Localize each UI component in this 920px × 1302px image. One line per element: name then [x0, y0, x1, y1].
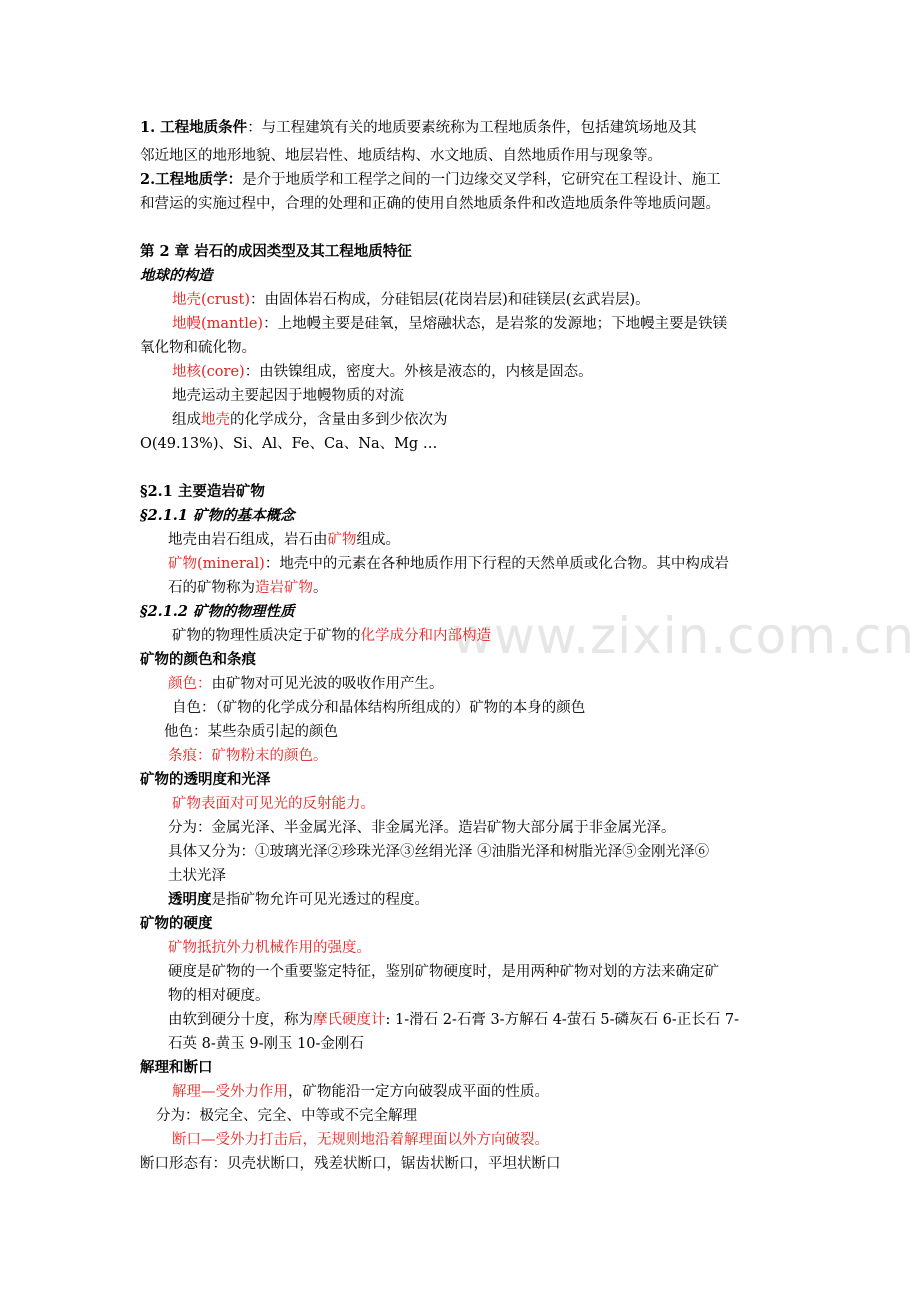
- body-text: 。: [313, 580, 328, 596]
- text-line: [168, 842, 709, 862]
- body-text: ：地壳中的元素在各种地质作用下行程的天然单质或化合物。其中构成岩: [264, 556, 729, 572]
- highlighted-term: 地壳: [201, 412, 230, 428]
- text-line: [168, 578, 328, 598]
- text-line: [140, 1154, 561, 1174]
- text-line: [140, 266, 213, 286]
- text-line: [168, 554, 729, 574]
- text-line: [140, 914, 213, 934]
- body-text: 是指矿物允许可见光透过的程度。: [211, 892, 429, 908]
- heading-text: 矿物的硬度: [140, 915, 213, 932]
- body-text: 他色：某些杂质引起的颜色: [164, 724, 338, 740]
- text-line: [140, 602, 295, 622]
- body-text: 的化学成分，含量由多到少依次为: [230, 412, 448, 428]
- body-text: 地壳运动主要起因于地幔物质的对流: [172, 388, 404, 404]
- body-text: 分为：极完全、完全、中等或不完全解理: [156, 1108, 417, 1124]
- watermark: www.zixin.com.cn: [452, 607, 916, 665]
- highlighted-term: 地壳(crust): [172, 292, 250, 308]
- heading-text: 透明度: [168, 891, 212, 908]
- heading-text: 2.工程地质学：: [140, 171, 243, 188]
- body-text: 石英 8-黄玉 9-刚玉 10-金刚石: [168, 1036, 364, 1052]
- text-line: [172, 362, 593, 382]
- text-line: [140, 170, 721, 190]
- text-line: [156, 1106, 417, 1126]
- body-text: ：由铁镍组成，密度大。外核是液态的，内核是固态。: [244, 364, 593, 380]
- highlighted-term: 颜色：: [168, 676, 212, 692]
- body-text: : 1-滑石 2-石膏 3-方解石 4-萤石 5-磷灰石 6-正长石 7-: [385, 1012, 740, 1028]
- text-line: [140, 194, 720, 214]
- heading-text: 矿物的颜色和条痕: [140, 651, 256, 668]
- text-line: [172, 794, 375, 814]
- text-line: [172, 290, 650, 310]
- highlighted-term: 断口—受外力打击后，无规则地沿着解理面以外方向破裂。: [172, 1132, 549, 1148]
- body-text: ，矿物能沿一定方向破裂成平面的性质。: [288, 1084, 549, 1100]
- body-text: 断口形态有：贝壳状断口，残差状断口，锯齿状断口，平坦状断口: [140, 1156, 561, 1172]
- body-text: 组成。: [356, 532, 400, 548]
- text-line: [140, 434, 437, 454]
- highlighted-term: 矿物: [327, 532, 357, 548]
- text-line: [172, 1130, 549, 1150]
- text-line: [168, 530, 400, 550]
- body-text: 分为：金属光泽、半金属光泽、非金属光泽。造岩矿物大部分属于非金属光泽。: [168, 820, 676, 836]
- heading-text: §2.1.1 矿物的基本概念: [140, 507, 295, 524]
- text-line: [172, 1082, 549, 1102]
- text-line: [168, 962, 719, 982]
- heading-text: 地球的构造: [140, 267, 213, 284]
- highlighted-term: 造岩矿物: [255, 580, 313, 596]
- heading-text: 第 2 章 岩石的成因类型及其工程地质特征: [140, 243, 412, 260]
- highlighted-term: 条痕：矿物粉末的颜色。: [168, 748, 328, 764]
- highlighted-term: 化学成分和内部构造: [360, 628, 491, 644]
- highlighted-term: 矿物(mineral): [168, 556, 265, 572]
- body-text: 自色：（矿物的化学成分和晶体结构所组成的）矿物的本身的颜色: [172, 700, 586, 716]
- text-line: [172, 314, 727, 334]
- body-text: ：与工程建筑有关的地质要素统称为工程地质条件，包括建筑场地及其: [247, 120, 697, 136]
- body-text: 由矿物对可见光波的吸收作用产生。: [211, 676, 444, 692]
- highlighted-term: 地幔(mantle): [172, 316, 264, 332]
- body-text: 由软到硬分十度，称为: [168, 1012, 313, 1028]
- body-text: 是介于地质学和工程学之间的一门边缘交叉学科，它研究在工程设计、施工: [242, 172, 721, 188]
- body-text: 石的矿物称为: [168, 580, 255, 596]
- heading-text: §2.1 主要造岩矿物: [140, 483, 265, 500]
- text-line: [140, 482, 265, 502]
- body-text: 硬度是矿物的一个重要鉴定特征，鉴别矿物硬度时，是用两种矿物对划的方法来确定矿: [168, 964, 719, 980]
- text-line: [172, 410, 448, 430]
- body-text: 氧化物和硫化物。: [140, 340, 256, 356]
- text-line: [140, 1058, 213, 1078]
- body-text: 和营运的实施过程中，合理的处理和正确的使用自然地质条件和改造地质条件等地质问题。: [140, 196, 720, 212]
- text-line: [140, 118, 697, 138]
- body-text: 矿物的物理性质决定于矿物的: [172, 628, 361, 644]
- highlighted-term: 地核(core): [172, 364, 245, 380]
- text-line: [168, 746, 328, 766]
- text-line: [140, 338, 256, 358]
- body-text: 组成: [172, 412, 201, 428]
- text-line: [140, 242, 412, 262]
- body-text: ：上地幔主要是硅氧，呈熔融状态，是岩浆的发源地；下地幔主要是铁镁: [263, 316, 728, 332]
- text-line: [168, 866, 226, 886]
- text-line: [140, 650, 256, 670]
- highlighted-term: 解理—受外力作用: [172, 1084, 288, 1100]
- text-line: [172, 386, 404, 406]
- text-line: [140, 770, 271, 790]
- heading-text: 解理和断口: [140, 1059, 213, 1076]
- body-text: 土状光泽: [168, 868, 226, 884]
- text-line: [168, 1010, 739, 1030]
- text-line: [168, 1034, 364, 1054]
- body-text: 具体又分为：①玻璃光泽②珍珠光泽③丝绢光泽 ④油脂光泽和树脂光泽⑤金刚光泽⑥: [168, 844, 710, 860]
- text-line: [168, 674, 444, 694]
- text-line: [164, 722, 338, 742]
- text-line: [172, 698, 585, 718]
- heading-text: §2.1.2 矿物的物理性质: [140, 603, 295, 620]
- heading-text: 矿物的透明度和光泽: [140, 771, 271, 788]
- text-line: [168, 890, 429, 910]
- body-text: 物的相对硬度。: [168, 988, 270, 1004]
- text-line: [140, 506, 295, 526]
- text-line: [168, 818, 676, 838]
- body-text: 邻近地区的地形地貌、地层岩性、地质结构、水文地质、自然地质作用与现象等。: [140, 148, 662, 164]
- text-line: [172, 626, 491, 646]
- highlighted-term: 摩氏硬度计: [313, 1012, 386, 1028]
- body-text: O(49.13%)、Si、Al、Fe、Ca、Na、Mg …: [140, 436, 438, 452]
- text-line: [140, 146, 662, 166]
- text-line: [168, 986, 270, 1006]
- body-text: ：由固体岩石构成，分硅铝层(花岗岩层)和硅镁层(玄武岩层)。: [249, 292, 650, 308]
- heading-text: 1. 工程地质条件: [140, 119, 248, 136]
- highlighted-term: 矿物抵抗外力机械作用的强度。: [168, 940, 371, 956]
- highlighted-term: 矿物表面对可见光的反射能力。: [172, 796, 375, 812]
- text-line: [168, 938, 371, 958]
- body-text: 地壳由岩石组成，岩石由: [168, 532, 328, 548]
